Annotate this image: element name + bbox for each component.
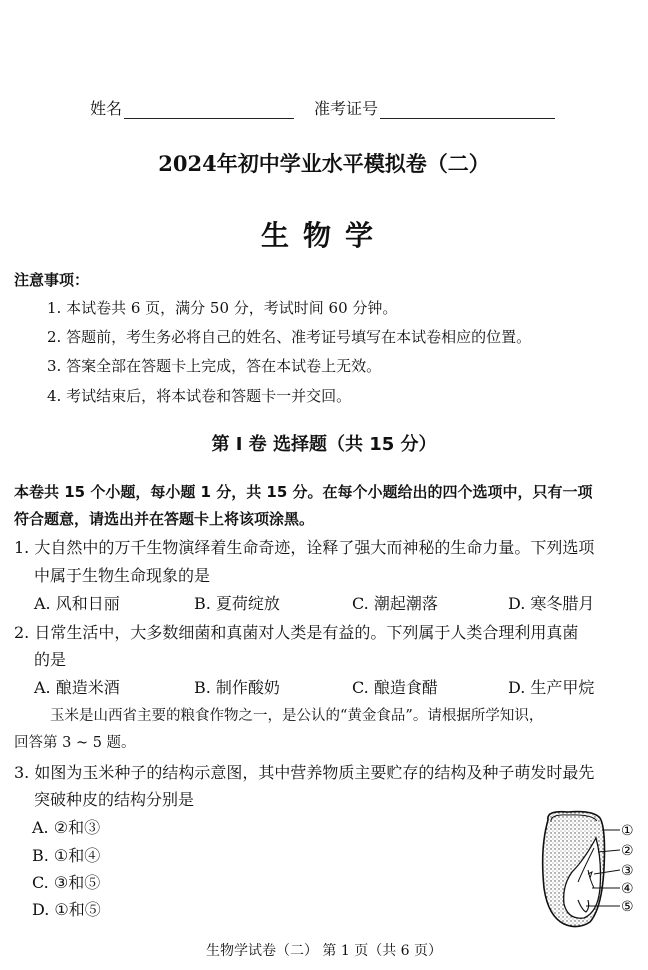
exam-id-label: 准考证号: [314, 99, 379, 118]
candidate-info-row: [90, 96, 555, 119]
section-heading: 第 I 卷 选择题（共 15 分）: [211, 434, 437, 455]
question-1-text-cont: 中属于生物生命现象的是: [34, 566, 211, 585]
figure-label-2: ②: [621, 843, 634, 859]
figure-label-4: ④: [621, 881, 634, 897]
notice-item: 2. 答题前，考生务必将自己的姓名、准考证号填写在本试卷相应的位置。: [47, 328, 532, 346]
question-2-option-b[interactable]: B. 制作酸奶: [194, 678, 280, 697]
question-1-text: 1. 大自然中的万千生物演绎着生命奇迹，诠释了强大而神秘的生命力量。下列选项: [14, 538, 595, 557]
question-3-text-cont: 突破种皮的结构分别是: [34, 790, 195, 809]
page-footer: 生物学试卷（二） 第 1 页（共 6 页）: [205, 943, 443, 959]
notice-item: 3. 答案全部在答题卡上完成，答在本试卷上无效。: [47, 357, 382, 375]
passage-line: 玉米是山西省主要的粮食作物之一，是公认的“黄金食品”。请根据所学知识，: [50, 708, 544, 724]
name-field[interactable]: [124, 104, 294, 119]
question-1-option-c[interactable]: C. 潮起潮落: [352, 594, 438, 613]
figure-label-3: ③: [621, 863, 634, 879]
section-instruction: 本卷共 15 个小题，每小题 1 分，共 15 分。在每个小题给出的四个选项中，只有一项: [14, 483, 593, 501]
question-2-text: 2. 日常生活中，大多数细菌和真菌对人类是有益的。下列属于人类合理利用真菌: [14, 623, 579, 642]
question-2-option-a[interactable]: A. 酿造米酒: [34, 678, 120, 697]
question-3-option-d[interactable]: D. ①和⑤: [32, 900, 101, 919]
question-1-option-b[interactable]: B. 夏荷绽放: [194, 594, 280, 613]
question-3-option-c[interactable]: C. ③和⑤: [32, 873, 101, 892]
notice-heading: 注意事项：: [14, 271, 90, 289]
exam-id-field[interactable]: [380, 104, 555, 119]
section-instruction: 符合题意，请选出并在答题卡上将该项涂黑。: [14, 510, 315, 528]
exam-title: 2024年初中学业水平模拟卷（二）: [158, 151, 490, 176]
figure-label-1: ①: [621, 823, 634, 839]
passage-line: 回答第 3 ~ 5 题。: [14, 735, 136, 751]
notice-item: 4. 考试结束后，将本试卷和答题卡一并交回。: [47, 387, 352, 405]
question-3-option-b[interactable]: B. ①和④: [32, 846, 101, 865]
question-2-text-cont: 的是: [34, 650, 67, 669]
figure-label-5: ⑤: [621, 899, 634, 915]
subject-title: 生物学: [260, 219, 387, 252]
question-2-option-d[interactable]: D. 生产甲烷: [508, 678, 595, 697]
notice-item: 1. 本试卷共 6 页，满分 50 分，考试时间 60 分钟。: [47, 299, 398, 317]
question-2-option-c[interactable]: C. 酿造食醋: [352, 678, 438, 697]
name-label: 姓名: [90, 99, 123, 118]
question-3-option-a[interactable]: A. ②和③: [32, 818, 101, 837]
question-1-option-a[interactable]: A. 风和日丽: [34, 594, 120, 613]
question-3-text: 3. 如图为玉米种子的结构示意图，其中营养物质主要贮存的结构及种子萌发时最先: [14, 763, 595, 782]
corn-seed-diagram: [538, 808, 642, 930]
question-1-option-d[interactable]: D. 寒冬腊月: [508, 594, 595, 613]
